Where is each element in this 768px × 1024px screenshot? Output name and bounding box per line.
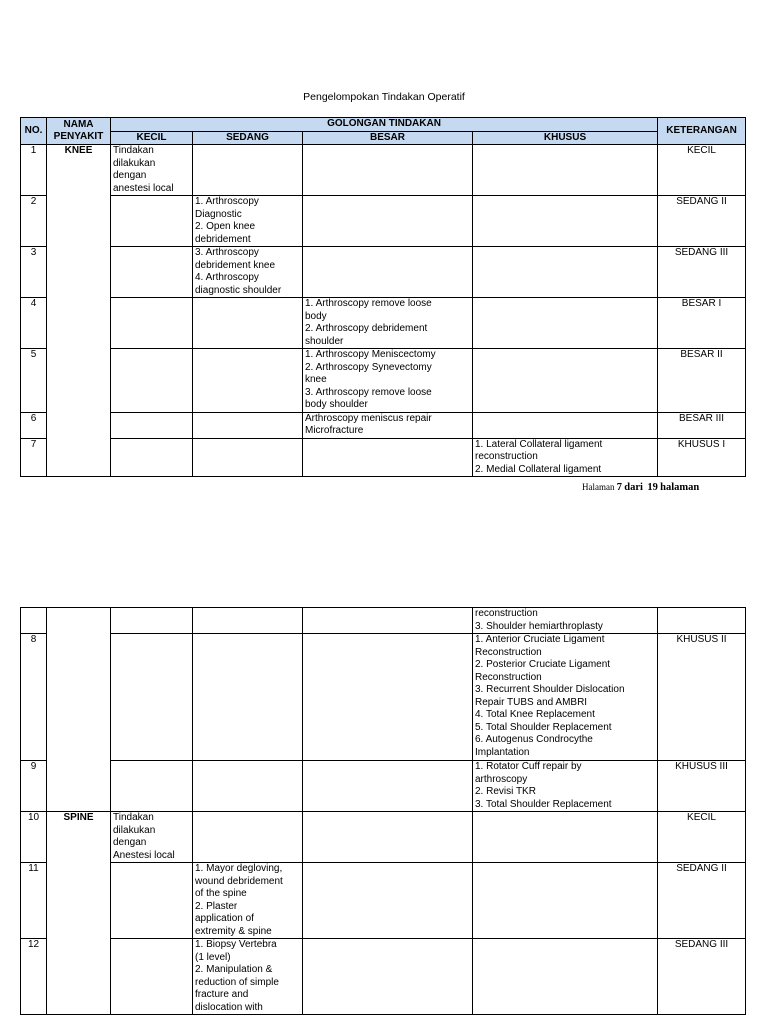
header-sedang: SEDANG [193,131,303,145]
cell-line: Anestesi local [113,849,175,861]
table-row [21,863,746,939]
keterangan-value: KECIL [658,812,746,863]
cell-kecil [111,349,193,413]
row-number: 12 [21,939,47,1015]
cell-line: reconstruction [475,451,538,462]
keterangan-value: BESAR II [658,349,746,413]
row-number: 1 [21,145,47,196]
cell-besar [303,634,473,761]
header-golongan-tindakan: GOLONGAN TINDAKAN [111,118,658,132]
cell-besar [303,863,473,939]
cell-khusus [473,634,658,761]
cell-line: debridement [195,233,251,245]
cell-sedang [193,438,303,477]
table-row [21,761,746,812]
cell-sedang [193,939,303,1015]
cell-line: Arthroscopy meniscus repair [305,412,432,424]
footer-suffix: halaman [660,482,700,493]
cell-line: 2. Plaster [195,900,238,912]
header-kecil: KECIL [111,131,193,145]
keterangan-value: SEDANG II [658,863,746,939]
cell-line: extremity & spine [195,925,272,937]
cell-line: application of [195,913,254,924]
row-number [21,608,47,634]
cell-khusus [473,412,658,438]
table-row [21,196,746,247]
row-number: 2 [21,196,47,247]
operative-grouping-table-page-7 [20,117,746,477]
table-body [21,608,746,1015]
cell-besar [303,298,473,349]
header-nama-penyakit: NAMA PENYAKIT [47,118,111,145]
cell-line: 1. Arthroscopy [195,196,259,207]
header-keterangan: KETERANGAN [658,118,746,145]
cell-line: 3. Arthroscopy [195,247,259,258]
cell-line: body shoulder [305,399,368,410]
cell-line: 3. Recurrent Shoulder Dislocation [475,684,625,695]
table-row [21,634,746,761]
cell-line: Implantation [475,746,530,758]
page-title: Pengelompokan Tindakan Operatif [303,91,465,103]
table-row [21,939,746,1015]
cell-line: of the spine [195,888,247,899]
keterangan-value [658,608,746,634]
cell-sedang [193,863,303,939]
cell-line: 1. Mayor degloving, [195,863,283,874]
keterangan-value: KHUSUS III [658,761,746,812]
cell-kecil [111,145,193,196]
cell-line: reconstruction [475,608,538,619]
cell-line: dilakukan [113,824,156,836]
cell-line: wound debridement [195,875,283,887]
cell-line: dilakukan [113,157,156,169]
cell-khusus [473,761,658,812]
cell-line: 5. Total Shoulder Replacement [475,721,612,733]
cell-line: fracture and [195,989,249,1000]
table-row [21,145,746,196]
cell-line: 2. Arthroscopy debridement [305,323,428,334]
keterangan-value: BESAR III [658,412,746,438]
cell-besar [303,145,473,196]
cell-line: 3. Arthroscopy remove loose [305,386,432,398]
cell-khusus [473,812,658,863]
operative-grouping-table-page-8 [20,607,746,1015]
cell-line: reduction of simple [195,976,279,988]
cell-line: diagnostic shoulder [195,284,282,296]
cell-line: 2. Posterior Cruciate Ligament [475,659,611,670]
row-number: 4 [21,298,47,349]
cell-line: 2. Arthroscopy Synevectomy [305,361,432,373]
keterangan-value: SEDANG II [658,196,746,247]
disease-name: SPINE [47,812,111,1015]
cell-khusus [473,438,658,477]
cell-besar [303,812,473,863]
keterangan-value: SEDANG III [658,247,746,298]
header-besar: BESAR [303,131,473,145]
cell-kecil [111,634,193,761]
cell-line: 3. Total Shoulder Replacement [475,798,612,810]
cell-line: 1. Biopsy Vertebra [195,939,277,950]
cell-line: 2. Manipulation & [195,964,273,975]
cell-line: debridement knee [195,259,276,271]
cell-sedang [193,412,303,438]
cell-sedang [193,247,303,298]
row-number: 7 [21,438,47,477]
footer-page: 7 [616,482,622,493]
page-footer [582,482,699,493]
cell-line: Tindakan [113,812,154,823]
cell-besar [303,438,473,477]
cell-line: (1 level) [195,951,231,963]
table-body [21,145,746,477]
cell-kecil [111,812,193,863]
cell-sedang [193,298,303,349]
cell-sedang [193,349,303,413]
cell-line: Repair TUBS and AMBRI [475,696,588,708]
cell-besar [303,349,473,413]
disease-name: KNEE [47,145,111,477]
cell-line: shoulder [305,335,344,347]
cell-line: body [305,310,327,322]
row-number: 10 [21,812,47,863]
cell-besar [303,412,473,438]
cell-khusus [473,939,658,1015]
table-row [21,608,746,634]
cell-kecil [111,412,193,438]
cell-line: knee [305,374,327,385]
cell-besar [303,761,473,812]
cell-line: Diagnostic [195,208,242,220]
header-khusus: KHUSUS [473,131,658,145]
footer-prefix: Halaman [582,482,615,492]
disease-name [47,608,111,812]
cell-line: Tindakan [113,145,154,156]
table-row [21,812,746,863]
cell-khusus [473,196,658,247]
cell-kecil [111,608,193,634]
cell-line: 6. Autogenus Condrocythe [475,734,593,745]
cell-khusus [473,863,658,939]
cell-line: Microfracture [305,425,364,436]
cell-khusus [473,349,658,413]
cell-kecil [111,863,193,939]
cell-line: dislocation with [195,1001,263,1013]
keterangan-value: KHUSUS I [658,438,746,477]
cell-line: Reconstruction [475,646,542,658]
cell-kecil [111,298,193,349]
cell-sedang [193,812,303,863]
row-number: 9 [21,761,47,812]
cell-besar [303,247,473,298]
cell-kecil [111,939,193,1015]
row-number: 6 [21,412,47,438]
cell-line: dengan [113,170,147,181]
cell-besar [303,196,473,247]
cell-kecil [111,196,193,247]
table-row [21,412,746,438]
cell-line: 3. Shoulder hemiarthroplasty [475,620,603,632]
cell-line: anestesi local [113,182,174,194]
cell-khusus [473,247,658,298]
cell-sedang [193,761,303,812]
keterangan-value: BESAR I [658,298,746,349]
row-number: 8 [21,634,47,761]
footer-total: 19 [647,482,658,493]
cell-sedang [193,196,303,247]
cell-line: dengan [113,837,147,848]
row-number: 11 [21,863,47,939]
table-row [21,247,746,298]
cell-sedang [193,608,303,634]
cell-line: 1. Rotator Cuff repair by [475,761,582,772]
cell-line: 1. Arthroscopy Meniscectomy [305,349,436,360]
cell-line: 2. Open knee [195,221,256,232]
cell-sedang [193,145,303,196]
row-number: 5 [21,349,47,413]
cell-line: 2. Revisi TKR [475,786,536,797]
cell-kecil [111,761,193,812]
row-number: 3 [21,247,47,298]
cell-line: 1. Anterior Cruciate Ligament [475,634,605,645]
cell-sedang [193,634,303,761]
table-row [21,298,746,349]
cell-line: 1. Arthroscopy remove loose [305,298,432,309]
cell-line: arthroscopy [475,773,528,785]
keterangan-value: SEDANG III [658,939,746,1015]
keterangan-value: KHUSUS II [658,634,746,761]
cell-besar [303,939,473,1015]
cell-line: 1. Lateral Collateral ligament [475,438,603,450]
table-row [21,438,746,477]
cell-line: 4. Total Knee Replacement [475,709,595,720]
cell-khusus [473,608,658,634]
cell-line: Reconstruction [475,671,542,683]
cell-kecil [111,247,193,298]
cell-line: 2. Medial Collateral ligament [475,463,602,475]
cell-khusus [473,145,658,196]
table-row [21,349,746,413]
cell-line: 4. Arthroscopy [195,272,259,283]
cell-khusus [473,298,658,349]
cell-besar [303,608,473,634]
keterangan-value: KECIL [658,145,746,196]
footer-sep: dari [624,482,643,493]
header-no: NO. [21,118,47,145]
cell-kecil [111,438,193,477]
